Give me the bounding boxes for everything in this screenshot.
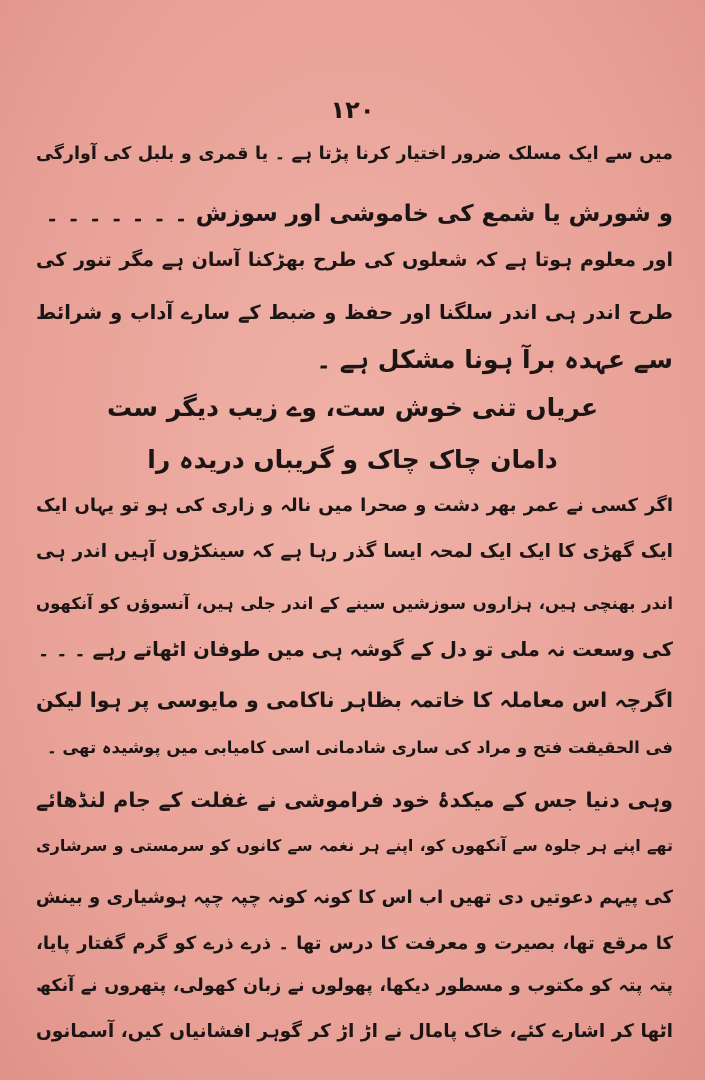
text-line: پتہ پتہ کو مکتوب و مسطور دیکھا، پھولوں نے زبان کھولی، پتھروں نے آنکھ <box>36 976 673 996</box>
text-line: ایک گھڑی کا ایک ایک لمحہ ایسا گذر رہا ہے کہ سینکڑوں آہیں اندر ہی <box>36 541 673 562</box>
text-line: اگرچہ اس معاملہ کا خاتمہ بظاہر ناکامی و مایوسی پر ہوا لیکن <box>36 688 673 712</box>
text-line: کی وسعت نہ ملی تو دل کے گوشہ ہی میں طوفان اٹھاتے رہے ۔ ۔ ۔ <box>37 638 673 661</box>
text-line: اٹھا کر اشارے کئے، خاک پامال نے اڑ اڑ کر گوہر افشانیاں کیں، آسمانوں <box>36 1021 673 1042</box>
text-line: اندر بھنچی ہیں، ہزاروں سوزشیں سینے کے اندر جلی ہیں، آنسوؤں کو آنکھوں <box>36 594 673 613</box>
text-line: کی پیہم دعوتیں دی تھیں اب اس کا کونہ کونہ چپہ چپہ ہوشیاری و بینش <box>35 887 673 908</box>
text-line: تھے اپنے ہر جلوہ سے آنکھوں کو، اپنے ہر نغمہ سے کانوں کو سرمستی و سرشاری <box>36 836 673 855</box>
text-line: کا مرقع تھا، بصیرت و معرفت کا درس تھا ۔ ذرے ذرے کو گرم گفتار پایا، <box>36 933 673 954</box>
text-line: و شورش یا شمع کی خاموشی اور سوزش ۔ ۔ ۔ ۔ ۔ ۔ ۔ <box>45 201 673 227</box>
text-line: سے عہدہ برآ ہونا مشکل ہے ۔ <box>316 345 673 374</box>
verse-line: عریاں تنی خوش ست، وے زیب دیگر ست <box>106 393 599 422</box>
text-line: اگر کسی نے عمر بھر دشت و صحرا میں نالہ و زاری کی ہو تو یہاں ایک <box>36 495 673 516</box>
text-line: فی الحقیقت فتح و مراد کی ساری شادمانی اسی کامیابی میں پوشیدہ تھی ۔ <box>46 738 673 757</box>
text-line: وہی دنیا جس کے میکدۂ خود فراموشی نے غفلت کے جام لنڈھائے <box>36 788 673 812</box>
text-line: طرح اندر ہی اندر سلگنا اور حفظ و ضبط کے سارے آداب و شرائط <box>36 301 673 324</box>
verse-line: دامان چاک چاک و گریباں دریدہ را <box>147 445 558 474</box>
page-number: ۱۲۰ <box>330 96 375 124</box>
text-line: میں سے ایک مسلک ضرور اختیار کرنا پڑتا ہے ۔ یا قمری و بلبل کی آوارگی <box>36 144 673 164</box>
text-line: اور معلوم ہوتا ہے کہ شعلوں کی طرح بھڑکنا آسان ہے مگر تنور کی <box>36 249 673 271</box>
